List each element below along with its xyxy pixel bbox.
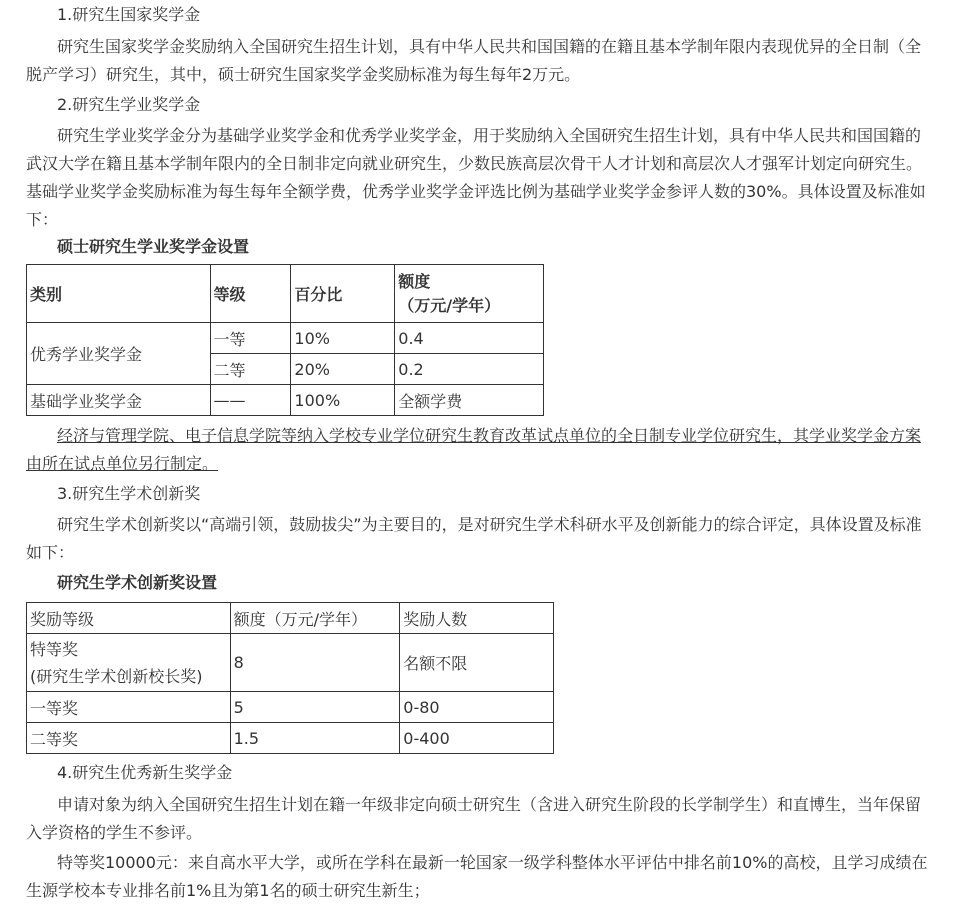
table-cell: 一等 xyxy=(210,323,291,354)
table-row xyxy=(27,692,554,723)
table-cell-line: (研究生学术创新校长奖) xyxy=(30,666,203,686)
table-cell: 20% xyxy=(291,354,395,385)
header-cell: 类别 xyxy=(27,265,211,323)
paragraph: 申请对象为纳入全国研究生招生计划在籍一年级非定向硕士研究生（含进入研究生阶段的长学制学生）和直博生，当年保留入学资格的学生不参评。 xyxy=(26,795,922,842)
section-heading: 4.研究生优秀新生奖学金 xyxy=(57,763,233,782)
paragraph: 特等奖10000元：来自高水平大学，或所在学科在最新一轮国家一级学科整体水平评估中排名前10%的高校，且学习成绩在生源学校本专业排名前1%且为第1名的硕士研究生新生； xyxy=(26,853,928,900)
table-cell: —— xyxy=(210,385,291,416)
paragraph: 研究生学术创新奖以“高端引领，鼓励拔尖”为主要目的，是对研究生学术科研水平及创新能力的综合评定，具体设置及标准如下： xyxy=(26,515,922,562)
table-cell: 一等奖 xyxy=(27,692,231,723)
table-cell xyxy=(27,634,231,692)
table-header-row xyxy=(27,265,544,323)
academic-scholarship-table xyxy=(26,264,544,416)
table-cell: 100% xyxy=(291,385,395,416)
table-row xyxy=(27,323,544,354)
table-row xyxy=(27,385,544,416)
table-cell: 10% xyxy=(291,323,395,354)
table-cell: 二等奖 xyxy=(27,723,231,754)
table-cell: 全额学费 xyxy=(395,385,544,416)
note-paragraph: 经济与管理学院、电子信息学院等纳入学校专业学位研究生教育改革试点单位的全日制专业学位研究生，其学业奖学金方案由所在试点单位另行制定。 xyxy=(26,426,922,473)
table-cell: 0-80 xyxy=(400,692,554,723)
table-header-row xyxy=(27,603,554,634)
table-cell: 优秀学业奖学金 xyxy=(27,323,211,385)
table-cell: 1.5 xyxy=(230,723,400,754)
table-cell: 0-400 xyxy=(400,723,554,754)
innovation-award-table xyxy=(26,602,554,754)
table-cell: 0.4 xyxy=(395,323,544,354)
header-cell: 等级 xyxy=(210,265,291,323)
header-cell: 额度（万元/学年） xyxy=(230,603,400,634)
table-cell: 名额不限 xyxy=(400,634,554,692)
header-cell: 奖励人数 xyxy=(400,603,554,634)
section-heading: 2.研究生学业奖学金 xyxy=(57,95,201,114)
table-cell: 8 xyxy=(230,634,400,692)
table-cell: 5 xyxy=(230,692,400,723)
table-row xyxy=(27,723,554,754)
table-cell: 二等 xyxy=(210,354,291,385)
header-cell-line: 额度 xyxy=(398,271,431,291)
paragraph: 研究生学业奖学金分为基础学业奖学金和优秀学业奖学金，用于奖励纳入全国研究生招生计划，具有中华人民共和国国籍的武汉大学在籍且基本学制年限内的全日制非定向就业研究生，少数民族高层次骨干人才计划和高层次人才强军计划定向研究生。基础学业奖学金奖励标准为每生每年全额学费，优秀学业奖学金评选比例为基础学业奖学金参评人数的30%。具体设置及标准如下： xyxy=(26,126,926,229)
section-heading: 1.研究生国家奖学金 xyxy=(57,5,201,24)
table-title: 硕士研究生学业奖学金设置 xyxy=(57,237,250,256)
header-cell: 奖励等级 xyxy=(27,603,231,634)
header-cell: 百分比 xyxy=(291,265,395,323)
table-cell-line: 特等奖 xyxy=(30,639,79,659)
table-cell: 基础学业奖学金 xyxy=(27,385,211,416)
table-cell: 0.2 xyxy=(395,354,544,385)
section-heading: 3.研究生学术创新奖 xyxy=(57,484,201,503)
table-row xyxy=(27,634,554,692)
table-title: 研究生学术创新奖设置 xyxy=(57,573,218,592)
paragraph: 研究生国家奖学金奖励纳入全国研究生招生计划，具有中华人民共和国国籍的在籍且基本学制年限内表现优异的全日制（全脱产学习）研究生，其中，硕士研究生国家奖学金奖励标准为每生每年2万元。 xyxy=(26,37,922,84)
header-cell xyxy=(395,265,544,323)
header-cell-line: （万元/学年） xyxy=(398,295,501,315)
